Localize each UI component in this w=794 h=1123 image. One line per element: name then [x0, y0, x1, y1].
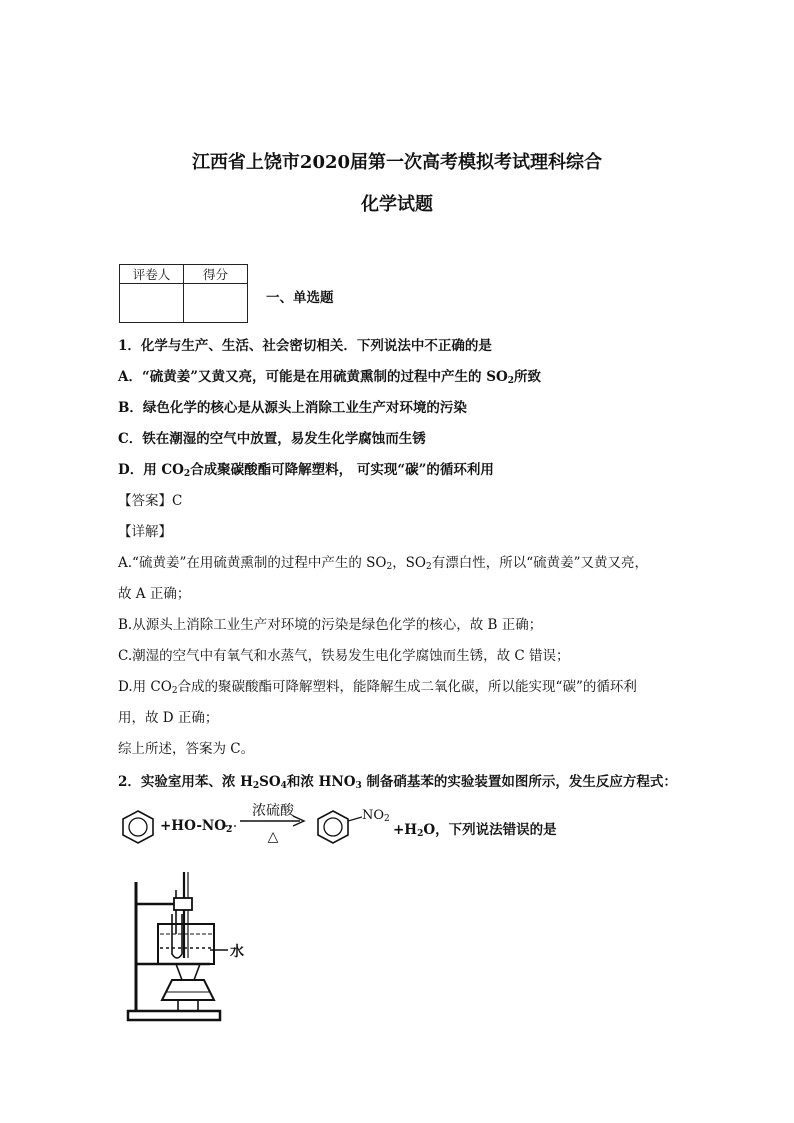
score-table-score-header: 得分: [184, 265, 248, 284]
q1-explanation-c: C.潮湿的空气中有氧气和水蒸气，铁易发生电化学腐蚀而生锈，故 C 错误；: [118, 648, 570, 664]
document-title: 江西省上饶市2020届第一次高考模拟考试理科综合: [191, 152, 603, 173]
stopper: [174, 898, 192, 910]
burner-flame: [176, 964, 200, 980]
q1-option-d: D．用 $CO_2$合成聚碳酸酯可降解塑料， 可实现“碳”的循环利用: [118, 462, 494, 479]
score-table: [119, 264, 248, 323]
reaction-product-group: $NO_2$: [362, 808, 390, 824]
q1-explanation-b: B.从源头上消除工业生产对环境的污染是绿色化学的核心，故 B 正确；: [118, 617, 543, 633]
reaction-catalyst: 浓硫酸: [252, 803, 294, 819]
score-table-grader-header: 评卷人: [120, 265, 184, 284]
stand-base: [128, 1011, 220, 1020]
q1-stem: 1．化学与生产、生活、社会密切相关．下列说法中不正确的是: [118, 338, 492, 354]
q1-detail-label: 【详解】: [118, 524, 172, 540]
reaction-arrow-icon: [240, 814, 306, 828]
bond-line-icon: [348, 814, 362, 824]
score-table-score-cell: [184, 284, 248, 323]
score-table-grader-cell: [120, 284, 184, 323]
q1-option-c: C．铁在潮湿的空气中放置，易发生化学腐蚀而生锈: [118, 431, 426, 447]
test-tube: [172, 914, 182, 958]
q1-explanation-d-line2: 用，故 D 正确；: [118, 710, 219, 726]
q1-explanation-a-line2: 故 A 正确；: [118, 586, 191, 602]
q1-summary: 综上所述，答案为 C。: [118, 741, 255, 757]
apparatus-water-label: 水: [230, 944, 244, 960]
alcohol-lamp: [162, 980, 214, 1000]
q1-answer: 【答案】C: [118, 493, 183, 509]
q1-explanation-a-line1: A.“硫黄姜”在用硫黄熏制的过程中产生的 $SO_2$，$SO_2$有漂白性，所以“硫黄姜”又黄又亮，: [118, 555, 649, 572]
reaction-tail: $+H_2O$，下列说法错误的是: [393, 822, 557, 839]
q2-stem: 2．实验室用苯、浓 $H_2SO_4$和浓 $HNO_3$ 制备硝基苯的实验装置如图所示，发生反应方程式：: [118, 774, 677, 791]
reaction-heat-symbol: △: [267, 829, 279, 845]
water-bath-beaker: [158, 924, 214, 964]
document-subtitle: 化学试题: [361, 194, 433, 215]
section-heading: 一、单选题: [266, 290, 334, 306]
q1-option-b: B．绿色化学的核心是从源头上消除工业生产对环境的污染: [118, 400, 467, 416]
q1-option-a: A．“硫黄姜”又黄又亮，可能是在用硫黄熏制的过程中产生的 $SO_2$所致: [118, 369, 541, 386]
q1-explanation-d-line1: D.用 $CO_2$合成的聚碳酸酯可降解塑料，能降解生成二氧化碳，所以能实现“碳”的循环利: [118, 679, 637, 696]
dash-arrow-icon: [224, 821, 238, 831]
benzene-ring-icon: [118, 808, 158, 846]
reaction-reagent: $+HO-NO_2$: [160, 818, 233, 835]
nitrobenzene-ring-icon: [313, 808, 353, 846]
